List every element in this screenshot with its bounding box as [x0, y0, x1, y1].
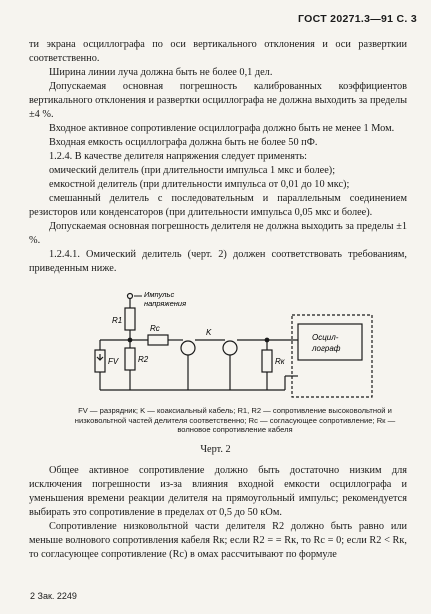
rc-label: Rc [150, 324, 160, 333]
body-text-bottom [29, 464, 407, 562]
figure-caption: FV — разрядник; K — коаксиальный кабель; R1, R2 — сопротивление высоковольтной и низковольтной частей делителя соответственно; Rc — согласующее сопротивление; Rк — волновое сопротивление кабеля [74, 406, 396, 434]
paragraph: Входное активное сопротивление осциллографа должно быть не менее 1 Мом. [49, 123, 395, 134]
figure-number: Черт. 2 [200, 444, 231, 455]
paragraph: Ширина линии луча должна быть не более 0,1 дел. [49, 67, 273, 78]
cable-end-right [223, 341, 237, 355]
oscillograph-label-2: лограф [312, 344, 341, 353]
impulse-label-2: напряжения [144, 299, 187, 308]
paragraph: Входная емкость осциллографа должна быть не более 50 пФ. [49, 137, 318, 148]
r2-label: R2 [138, 355, 149, 364]
paragraph: Сопротивление низковольтной части делителя R2 должно быть равно или меньше волнового сопротивления кабеля Rк; если R2 = = Rк, то Rс = 0; если R2 < Rк, то согласующее сопротивление (Rс) в омах рассчитывают по формуле [29, 521, 407, 560]
paragraph: омический делитель (при длительности импульса 1 мкс и более); [49, 165, 336, 176]
body-text-top [29, 38, 407, 276]
paragraph: 1.2.4.1. Омический делитель (черт. 2) должен соответствовать требованиям, приведенным ниже. [29, 249, 407, 274]
fv-spark-gap [95, 350, 105, 372]
rc-resistor [148, 335, 168, 345]
r2-resistor [125, 348, 135, 370]
impulse-label: Импульс [144, 290, 175, 299]
paragraph: емкостной делитель (при длительности импульса от 0,01 до 10 мкс); [49, 179, 350, 190]
rk-resistor [262, 350, 272, 372]
fv-label: FV [108, 357, 119, 366]
oscillograph-label: Осцил- [312, 333, 339, 342]
k-label: K [206, 328, 212, 337]
paragraph: Допускаемая основная погрешность калиброванных коэффициентов вертикального отклонения и развертки осциллографа не должна выходить за пределы ±4 %. [29, 81, 407, 120]
divider-circuit-diagram [80, 290, 380, 405]
paragraph: Общее активное сопротивление должно быть достаточно низким для исключения погрешности из-за влияния входной емкости осциллографа и уменьшения времени реакции делителя на прямоугольный импульс; рекомендуется выбирать это сопротивление в пределах от 0,5 до 50 кОм. [29, 465, 407, 518]
page-footer: 2 Зак. 2249 [30, 591, 77, 601]
oscillograph-box [298, 324, 362, 360]
paragraph: ти экрана осциллографа по оси вертикального отклонения и оси разверткии соответственно. [29, 39, 407, 64]
cable-end-left [181, 341, 195, 355]
r1-label: R1 [112, 316, 123, 325]
rk-label: Rк [275, 357, 285, 366]
page-header: ГОСТ 20271.3—91 С. 3 [298, 13, 417, 25]
paragraph: Допускаемая основная погрешность делителя не должна выходить за пределы ±1 %. [29, 221, 407, 246]
paragraph: смешанный делитель с последовательным и параллельным соединением резисторов или конденсаторов (при длительности импульса 0,05 мкс и более). [29, 193, 407, 218]
paragraph: 1.2.4. В качестве делителя напряжения следует применять: [49, 151, 308, 162]
input-terminal [128, 294, 133, 299]
r1-resistor [125, 308, 135, 330]
